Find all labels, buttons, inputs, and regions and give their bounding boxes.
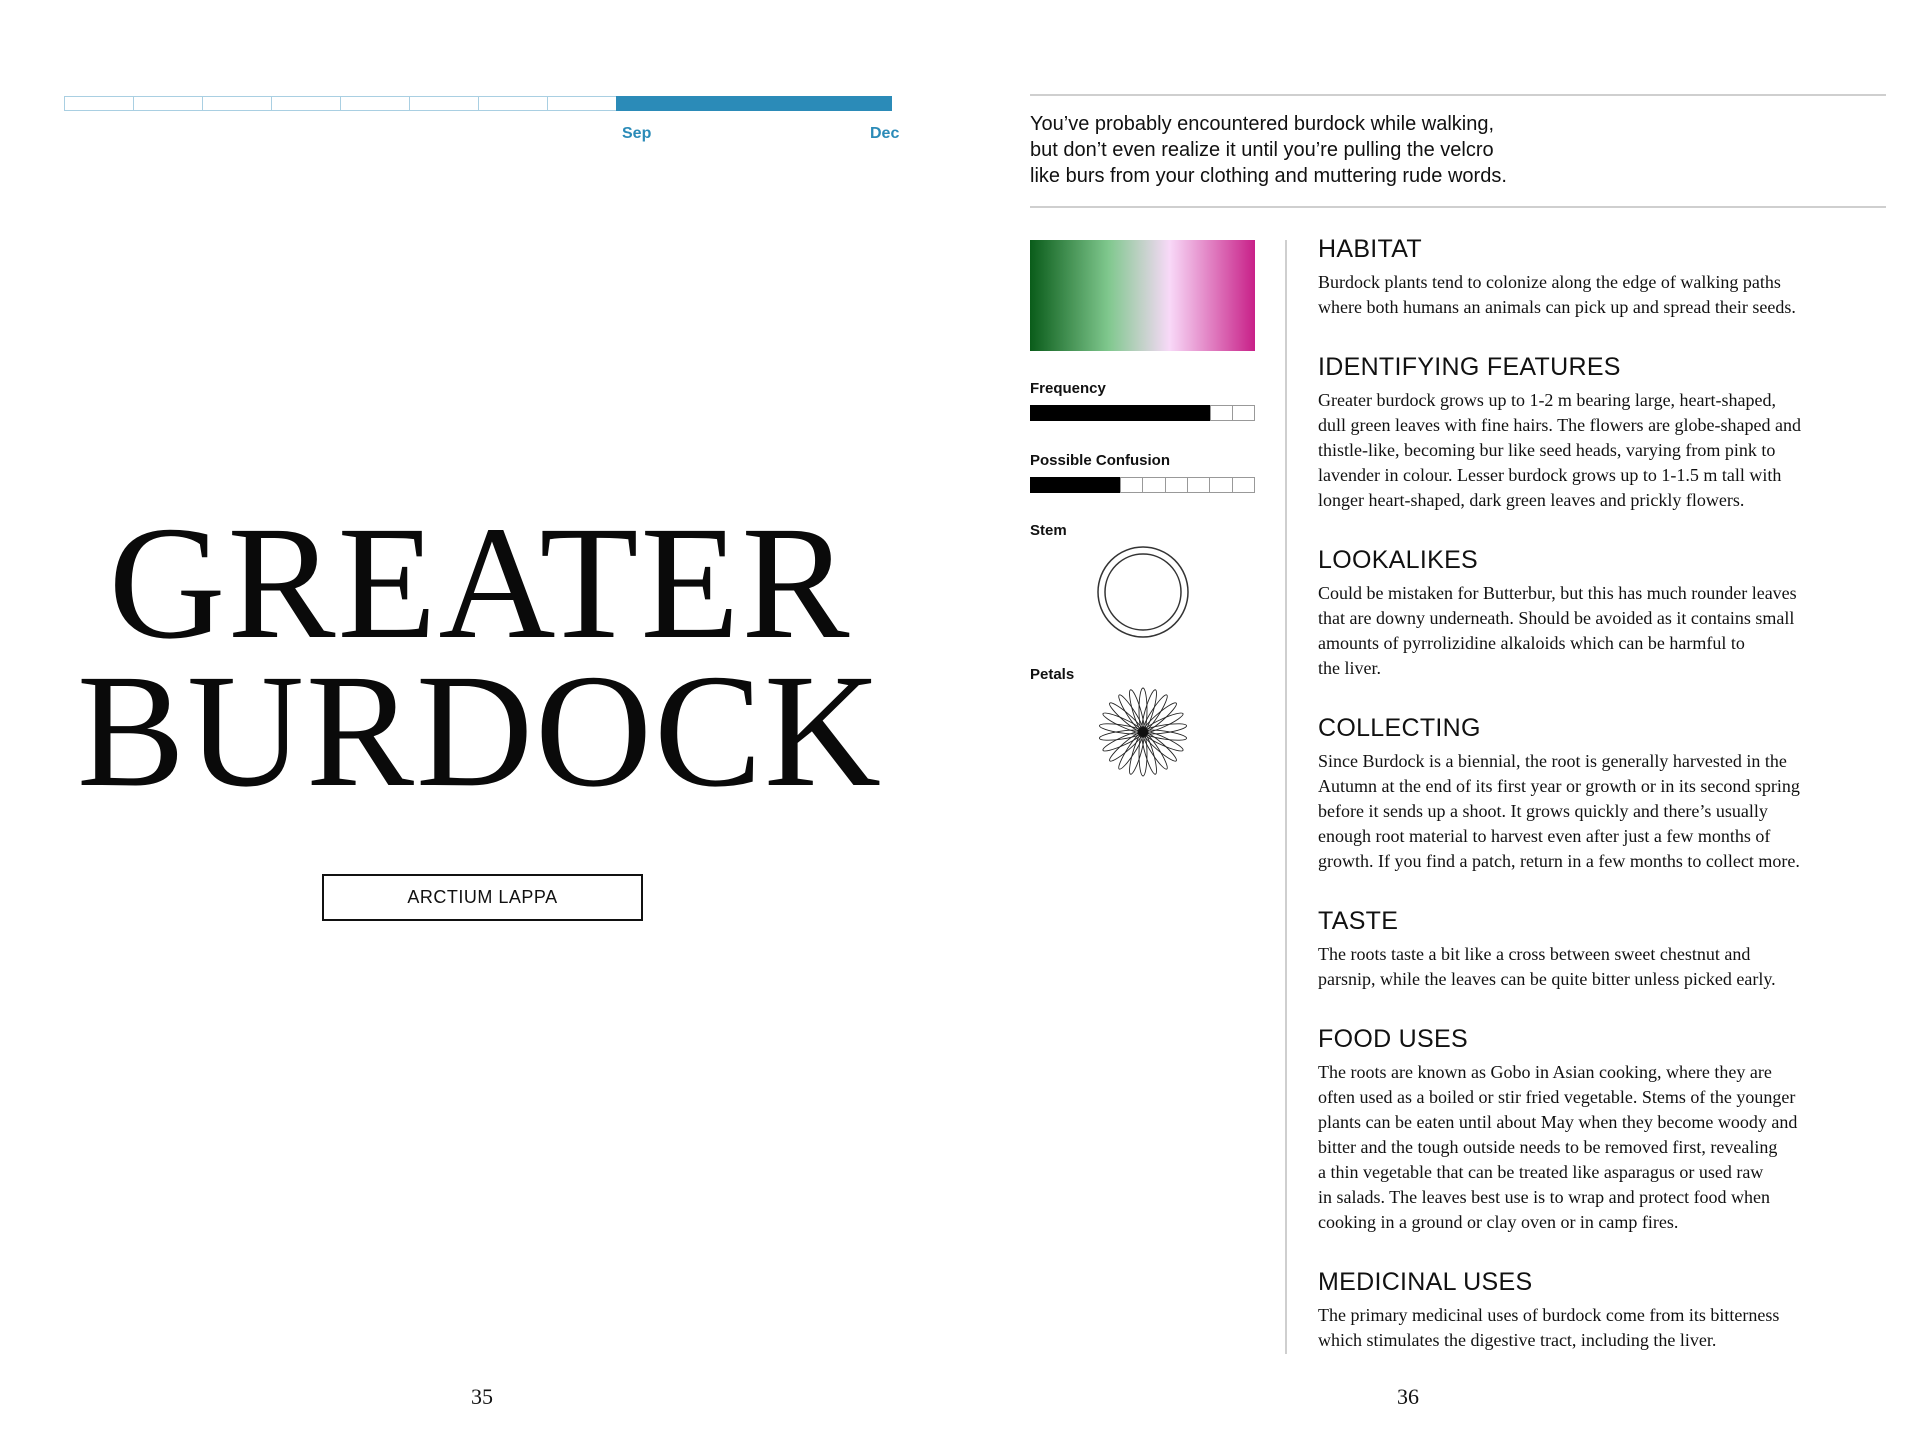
confusion-meter [1030, 477, 1255, 493]
season-segment [340, 96, 409, 111]
page-number-left: 35 [471, 1384, 493, 1409]
section-taste [1318, 904, 1878, 992]
plant-title [0, 494, 960, 821]
frequency-cell [1233, 405, 1255, 421]
section-text: Since Burdock is a biennial, the root is generally harvested in the Autumn at the end of its first year or growth or in its second spring before it sends up a shoot. It grows quickly and there’s usually enough root material to harvest even after just a few months of growth. If you find a patch, return in a few months to collect more. [1318, 751, 1800, 871]
section-lookalikes [1318, 543, 1878, 681]
season-segment [547, 96, 616, 111]
season-segment [202, 96, 271, 111]
confusion-cell [1120, 477, 1143, 493]
section-heading: TASTE [1318, 907, 1399, 935]
confusion-fill [1030, 477, 1120, 493]
column-divider [1285, 240, 1287, 1354]
frequency-meter [1030, 405, 1255, 421]
season-segment [478, 96, 547, 111]
season-segment [271, 96, 340, 111]
page-number-right: 36 [1397, 1384, 1419, 1409]
section-text: Could be mistaken for Butterbur, but this has much rounder leaves that are downy underneath. Should be avoided as it contains small amounts of pyrrolizidine alkaloids which can be harmful to the liver. [1318, 583, 1797, 678]
title-line-2: BURDOCK [76, 642, 884, 821]
top-rule [1030, 94, 1886, 96]
season-segment [823, 96, 892, 111]
section-heading: MEDICINAL USES [1318, 1268, 1533, 1296]
confusion-cell [1143, 477, 1165, 493]
intro-rule [1030, 206, 1886, 208]
section-medicinal-uses [1318, 1265, 1878, 1353]
season-segment [133, 96, 202, 111]
confusion-label: Possible Confusion [1030, 452, 1171, 469]
section-text: The roots taste a bit like a cross between sweet chestnut and parsnip, while the leaves can be quite bitter unless picked early. [1318, 944, 1776, 989]
season-segment [616, 96, 685, 111]
intro-text: You’ve probably encountered burdock while walking, but don’t even realize it until you’re pulling the velcro like burs from your clothing and muttering rude words. [1030, 113, 1507, 187]
petals-label: Petals [1030, 666, 1075, 683]
confusion-cell [1166, 477, 1188, 493]
title-line-1: GREATER [108, 494, 852, 673]
season-segment [409, 96, 478, 111]
season-bar [64, 96, 892, 111]
section-text: Greater burdock grows up to 1-2 m bearing large, heart-shaped, dull green leaves with fine hairs. The flowers are globe-shaped and thistle-like, becoming bur like seed heads, varying from pink to lavender in colour. Lesser burdock grows up to 1-1.5 m tall with longer heart-shaped, dark green leaves and prickly flowers. [1318, 390, 1801, 510]
section-text: Burdock plants tend to colonize along the edge of walking paths where both humans an animals can pick up and spread their seeds. [1318, 272, 1796, 317]
section-heading: FOOD USES [1318, 1025, 1468, 1053]
section-text: The roots are known as Gobo in Asian cooking, where they are often used as a boiled or stir fried vegetable. Stems of the younger plants can be eaten until about May when they become woody and bitter and the tough outside needs to be removed first, revealing a thin vegetable that can be treated like asparagus or used raw in salads. The leaves best use is to wrap and protect food when cooking in a ground or clay oven or in camp fires. [1318, 1062, 1798, 1232]
stem-label: Stem [1030, 522, 1067, 539]
section-collecting [1318, 711, 1878, 874]
frequency-fill [1030, 405, 1210, 421]
season-segment [685, 96, 754, 111]
section-heading: LOOKALIKES [1318, 546, 1479, 574]
section-heading: COLLECTING [1318, 714, 1481, 742]
confusion-cell [1188, 477, 1210, 493]
season-start-label: Sep [622, 125, 652, 142]
confusion-cell [1233, 477, 1255, 493]
colour-swatch [1030, 240, 1255, 351]
latin-name: ARCTIUM LAPPA [407, 887, 558, 907]
section-food-uses [1318, 1022, 1878, 1235]
section-heading: IDENTIFYING FEATURES [1318, 353, 1621, 381]
info-column [1318, 232, 1878, 1383]
section-heading: HABITAT [1318, 235, 1422, 263]
season-segment [64, 96, 133, 111]
season-segment [754, 96, 823, 111]
frequency-cell [1210, 405, 1233, 421]
section-habitat [1318, 232, 1878, 320]
latin-name-box [322, 874, 643, 921]
confusion-cell [1210, 477, 1232, 493]
section-text: The primary medicinal uses of burdock come from its bitterness which stimulates the digestive tract, including the liver. [1318, 1305, 1780, 1350]
section-identifying-features [1318, 350, 1878, 513]
season-end-label: Dec [870, 125, 900, 142]
radial-petals-icon [1095, 684, 1191, 780]
round-stem-icon [1095, 544, 1191, 640]
right-page [960, 0, 1920, 1440]
frequency-label: Frequency [1030, 380, 1106, 397]
